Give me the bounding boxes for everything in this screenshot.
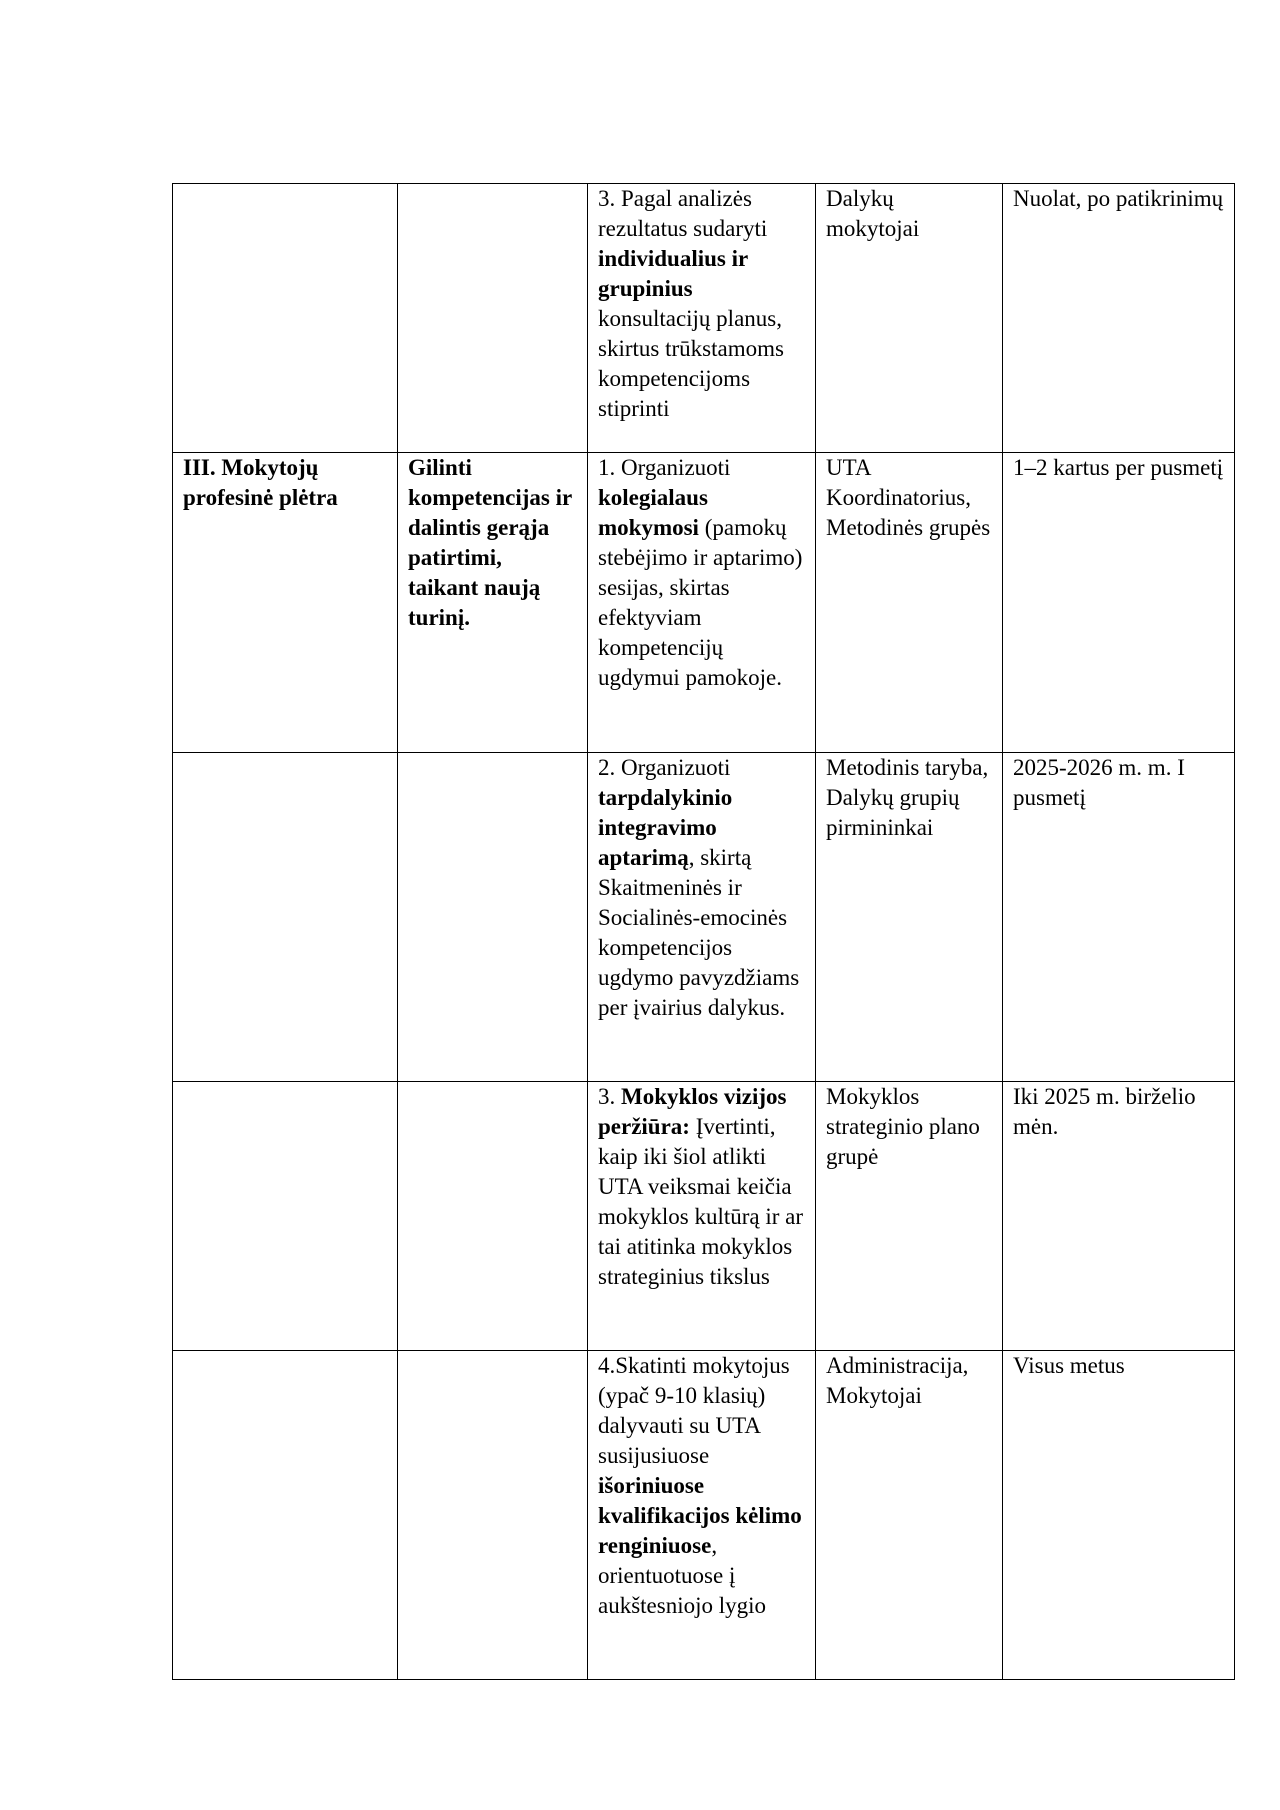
time-cell: Nuolat, po patikrinimų [1003,184,1235,453]
goal-cell [398,753,588,1082]
time-cell: Visus metus [1003,1351,1235,1680]
responsible-cell: UTA Koordinatorius, Metodinės grupės [816,453,1003,753]
table-row [173,1351,1235,1680]
time-cell: Iki 2025 m. birželio mėn. [1003,1082,1235,1351]
table-row [173,1082,1235,1351]
goal-cell [398,1082,588,1351]
responsible-cell: Dalykų mokytojai [816,184,1003,453]
action-cell: 3. Pagal analizės rezultatus sudaryti individualius ir grupinius konsultacijų planus, skirtus trūkstamoms kompetencijoms stiprinti [588,184,816,453]
responsible-cell: Mokyklos strateginio plano grupė [816,1082,1003,1351]
area-cell [173,1351,398,1680]
action-cell: 4.Skatinti mokytojus (ypač 9-10 klasių) dalyvauti su UTA susijusiuose išoriniuose kvalifikacijos kėlimo renginiuose, orientuotuose į aukštesniojo lygio [588,1351,816,1680]
goal-cell [398,1351,588,1680]
responsible-cell: Metodinis taryba, Dalykų grupių pirmininkai [816,753,1003,1082]
time-cell: 1–2 kartus per pusmetį [1003,453,1235,753]
area-cell [173,1082,398,1351]
goal-cell: Gilinti kompetencijas ir dalintis gerąja patirtimi, taikant naują turinį. [398,453,588,753]
area-cell [173,184,398,453]
area-cell [173,753,398,1082]
action-cell: 1. Organizuoti kolegialaus mokymosi (pamokų stebėjimo ir aptarimo) sesijas, skirtas efektyviam kompetencijų ugdymui pamokoje. [588,453,816,753]
responsible-cell: Administracija, Mokytojai [816,1351,1003,1680]
time-cell: 2025-2026 m. m. I pusmetį [1003,753,1235,1082]
action-cell: 3. Mokyklos vizijos peržiūra: Įvertinti, kaip iki šiol atlikti UTA veiksmai keičia mokyklos kultūrą ir ar tai atitinka mokyklos strateginius tikslus [588,1082,816,1351]
goal-cell [398,184,588,453]
table-row [173,453,1235,753]
action-cell: 2. Organizuoti tarpdalykinio integravimo aptarimą, skirtą Skaitmeninės ir Socialinės-emocinės kompetencijos ugdymo pavyzdžiams per įvairius dalykus. [588,753,816,1082]
table-row [173,753,1235,1082]
table-row [173,184,1235,453]
area-cell: III. Mokytojų profesinė plėtra [173,453,398,753]
action-plan-table [172,183,1235,1680]
